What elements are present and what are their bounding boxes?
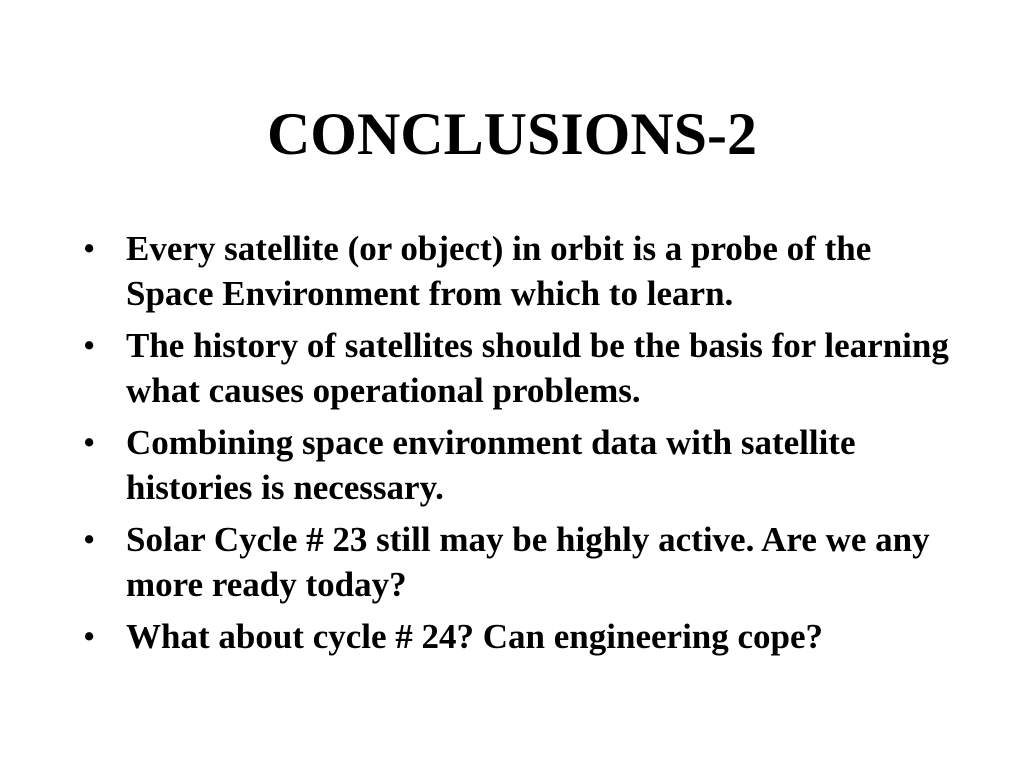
bullet-marker: • (83, 520, 96, 559)
bullet-text-4: Solar Cycle # 23 still may be highly active. Are we any more ready today? (126, 520, 930, 604)
bullet-text-2: The history of satellites should be the basis for learning what causes operational problems. (126, 326, 949, 410)
bullet-list (83, 226, 963, 666)
bullet-item-3 (83, 420, 963, 510)
bullet-item-4 (83, 517, 963, 607)
bullet-text-5: What about cycle # 24? Can engineering cope? (126, 617, 824, 656)
bullet-marker: • (83, 423, 96, 462)
bullet-text-1: Every satellite (or object) in orbit is a probe of the Space Environment from which to learn. (126, 229, 872, 313)
bullet-text-3: Combining space environment data with satellite histories is necessary. (126, 423, 856, 507)
bullet-item-1 (83, 226, 963, 316)
bullet-item-2 (83, 323, 963, 413)
bullet-item-5 (83, 614, 963, 659)
bullet-marker: • (83, 617, 96, 656)
slide-title: CONCLUSIONS-2 (266, 101, 758, 167)
bullet-marker: • (83, 326, 96, 365)
bullet-marker: • (83, 229, 96, 268)
